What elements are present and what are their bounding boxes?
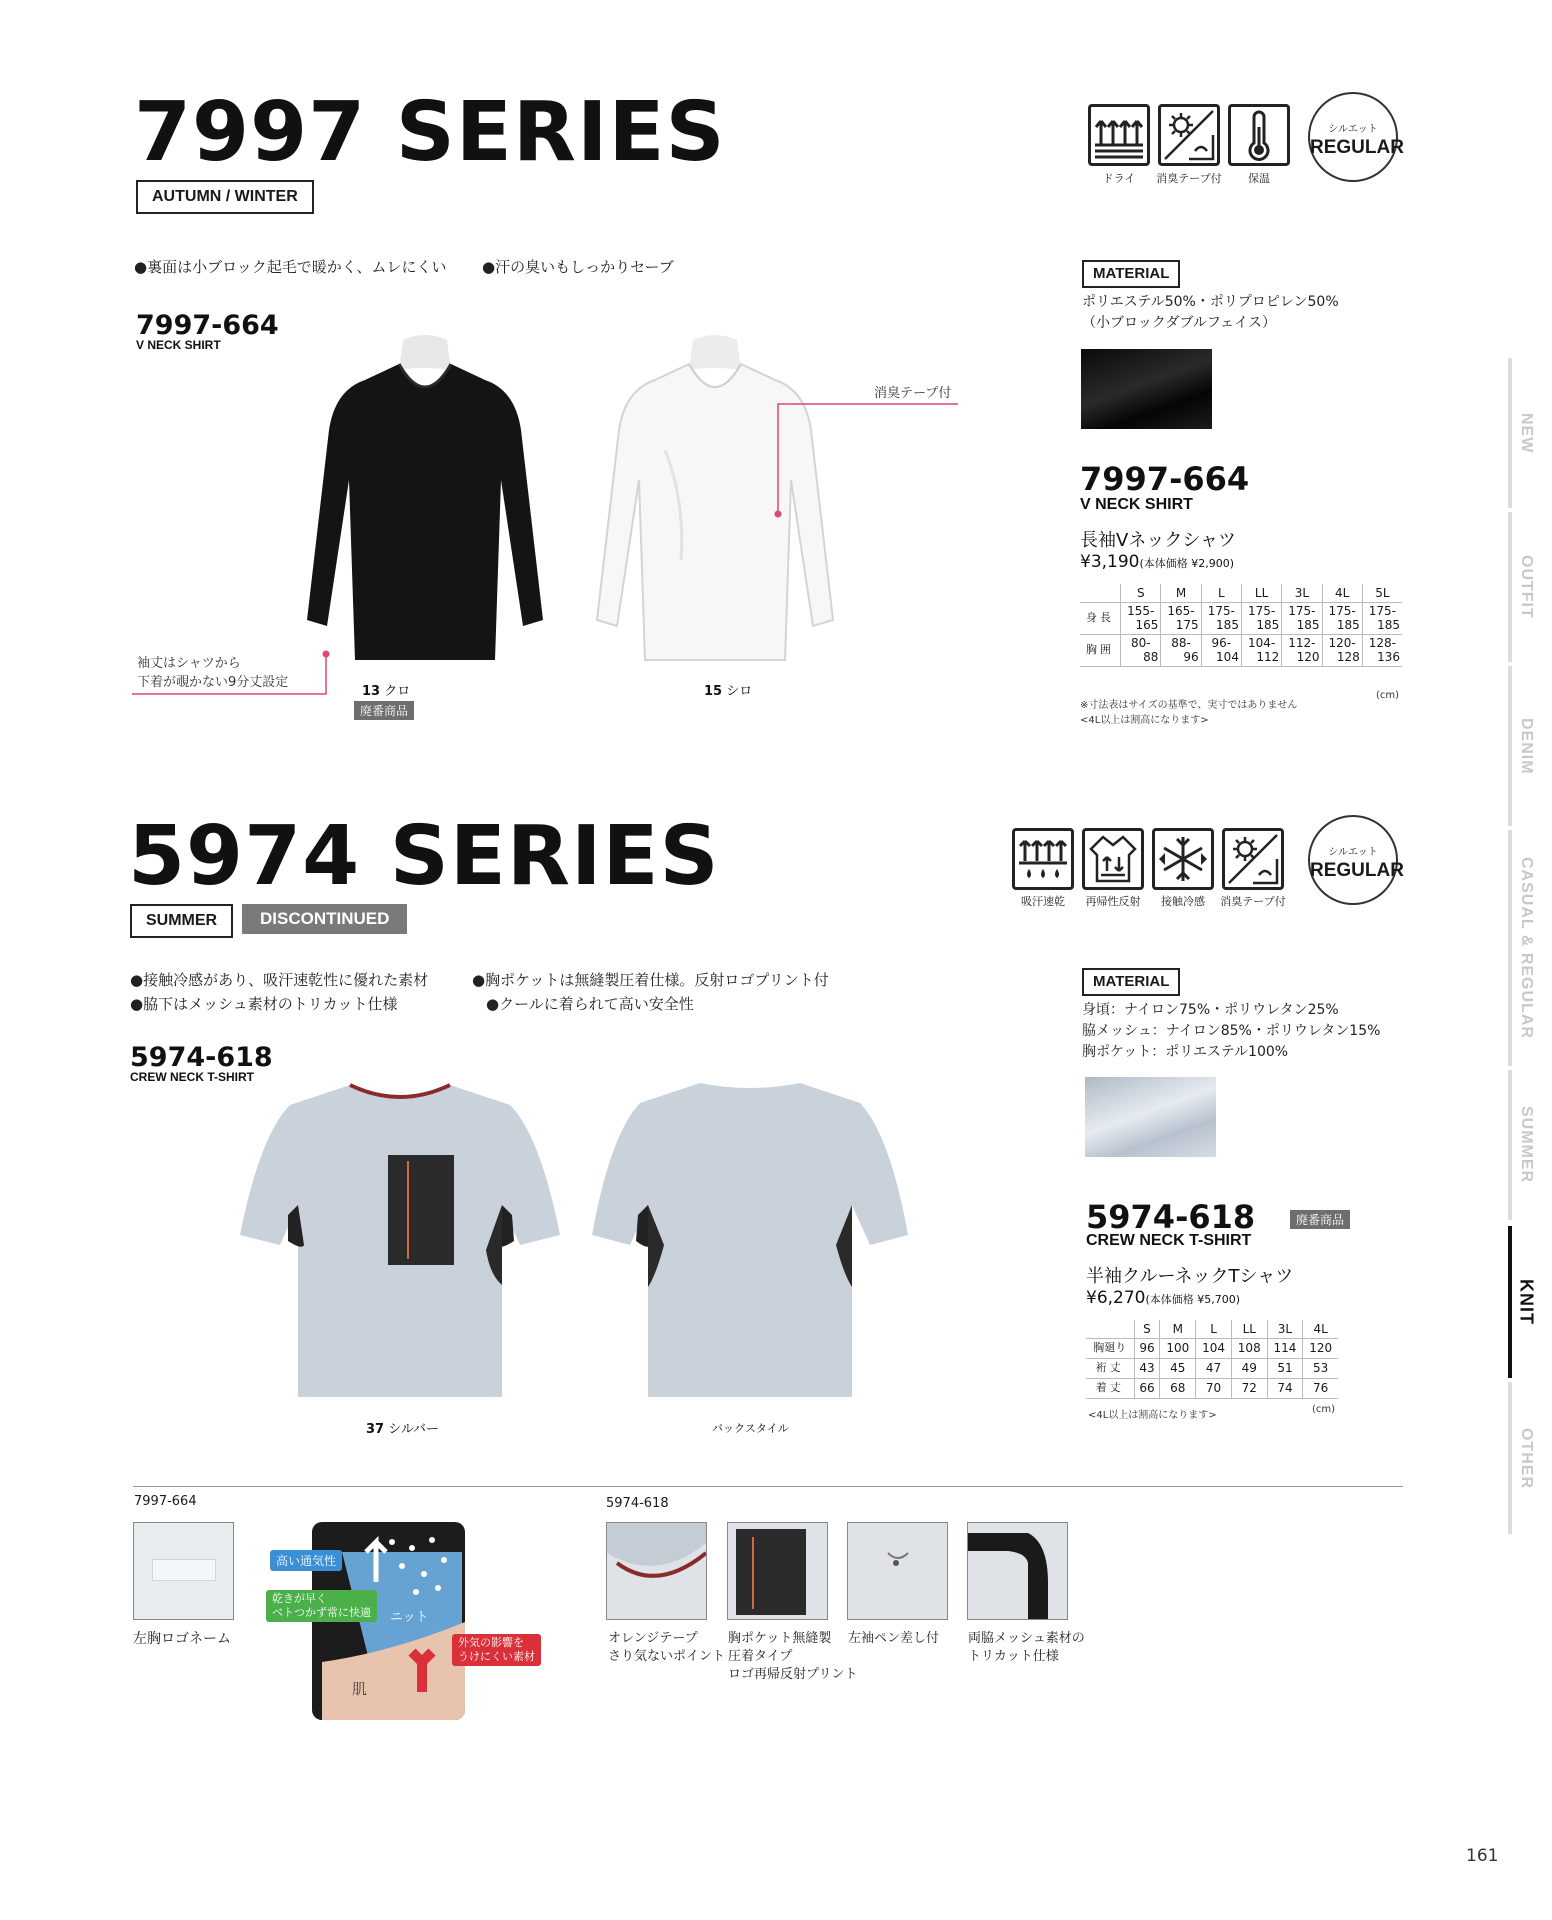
fabric-swatch-gray xyxy=(1085,1077,1216,1157)
cool-touch-icon xyxy=(1152,828,1214,890)
sidebar-tab-label: DENIM xyxy=(1518,717,1535,775)
table-cell: 120- 128 xyxy=(1322,634,1362,666)
spec-model-number: 5974-618 xyxy=(1086,1198,1256,1236)
table-cell: 53 xyxy=(1303,1358,1338,1378)
model-type: V NECK SHIRT xyxy=(136,338,221,352)
model-number: 7997-664 xyxy=(136,310,279,341)
silhouette-label: シルエット xyxy=(1328,124,1378,135)
silhouette-value: REGULAR xyxy=(1310,860,1404,881)
table-note: <4L以上は割高になります> xyxy=(1080,715,1209,726)
price xyxy=(1080,552,1234,572)
table-cell: 100 xyxy=(1160,1338,1196,1358)
icon-label-tape: 消臭テープ付 xyxy=(1156,172,1222,185)
table-cell: 66 xyxy=(1134,1378,1160,1398)
size-header: 5L xyxy=(1362,584,1402,602)
silhouette-value: REGULAR xyxy=(1310,137,1404,158)
table-cell: 175- 185 xyxy=(1322,602,1362,634)
silhouette-label: シルエット xyxy=(1328,847,1378,858)
product-name: 半袖クルーネックTシャツ xyxy=(1086,1266,1294,1287)
diagram-tag-line: ベトつかず常に快適 xyxy=(272,1606,371,1619)
table-cell: 68 xyxy=(1160,1378,1196,1398)
reflective-icon xyxy=(1082,828,1144,890)
price-base: (本体価格 ¥5,700) xyxy=(1145,1293,1241,1306)
material-text xyxy=(1082,292,1339,334)
price-value: ¥6,270 xyxy=(1086,1288,1146,1308)
detail-caption xyxy=(728,1630,857,1684)
diagram-tag-line: 乾きが早く xyxy=(272,1592,327,1605)
table-cell: 120 xyxy=(1303,1338,1338,1358)
table-cell: 112- 120 xyxy=(1282,634,1322,666)
sidebar-tab-other[interactable] xyxy=(1500,1382,1552,1534)
table-cell: 108 xyxy=(1231,1338,1267,1358)
feature-item: ●クールに着られて高い安全性 xyxy=(486,995,694,1013)
sidebar-tab-casual-regular[interactable] xyxy=(1500,830,1552,1066)
callout-deodorant-tape: 消臭テープ付 xyxy=(874,386,952,401)
table-cell: 47 xyxy=(1196,1358,1232,1378)
table-cell: 45 xyxy=(1160,1358,1196,1378)
product-name: 長袖Vネックシャツ xyxy=(1080,530,1236,551)
price-base: (本体価格 ¥2,900) xyxy=(1139,557,1235,570)
color-name: シロ xyxy=(726,684,753,699)
size-header: L xyxy=(1196,1320,1232,1338)
detail-model-label: 7997-664 xyxy=(134,1494,197,1509)
feature-item: ●接触冷感があり、吸汗速乾性に優れた素材 xyxy=(130,971,429,989)
table-cell: 88- 96 xyxy=(1161,634,1201,666)
feature-item: ●脇下はメッシュ素材のトリカット仕様 xyxy=(130,995,398,1013)
table-cell: 104- 112 xyxy=(1241,634,1281,666)
table-cell: 96 xyxy=(1134,1338,1160,1358)
section-divider xyxy=(133,1486,1403,1487)
spec-model-number: 7997-664 xyxy=(1080,460,1250,498)
thermometer-icon xyxy=(1228,104,1290,166)
table-corner xyxy=(1086,1320,1134,1338)
caption-line: 胸ポケット無縫製 xyxy=(728,1631,832,1646)
table-cell: 155- 165 xyxy=(1121,602,1161,634)
diagram-label-knit: ニット xyxy=(390,1610,429,1625)
table-unit: (cm) xyxy=(1312,1404,1336,1415)
detail-caption xyxy=(848,1630,939,1648)
price xyxy=(1086,1288,1240,1308)
size-header: S xyxy=(1134,1320,1160,1338)
sidebar-tab-label: OUTFIT xyxy=(1518,555,1535,619)
logo-name-photo xyxy=(133,1522,234,1620)
material-line: 脇メッシュ：ナイロン85%・ポリウレタン15% xyxy=(1082,1023,1381,1039)
gray-tshirt-back-image xyxy=(592,1075,908,1405)
detail-caption xyxy=(608,1630,725,1666)
discontinued-badge: 廃番商品 xyxy=(354,701,414,720)
table-unit: (cm) xyxy=(1376,690,1400,701)
size-header: LL xyxy=(1231,1320,1267,1338)
caption-line: トリカット仕様 xyxy=(968,1649,1059,1664)
size-table-7997 xyxy=(1080,584,1402,667)
deodorant-tape-icon xyxy=(1158,104,1220,166)
material-line: 身頃：ナイロン75%・ポリウレタン25% xyxy=(1082,1002,1339,1018)
color-name: シルバー xyxy=(388,1422,439,1437)
back-style-label: バックスタイル xyxy=(712,1422,789,1435)
caption-line: 両脇メッシュ素材の xyxy=(968,1631,1085,1646)
color-code: 13 xyxy=(362,684,381,699)
icon-label-tape: 消臭テープ付 xyxy=(1220,895,1286,908)
callout-line-sleeve xyxy=(130,648,330,696)
season-tag: SUMMER xyxy=(130,904,233,938)
material-line: （小ブロックダブルフェイス） xyxy=(1082,315,1277,331)
series-title: 5974 SERIES xyxy=(128,809,720,904)
table-cell: 165- 175 xyxy=(1161,602,1201,634)
color-label-white xyxy=(704,680,752,699)
model-number: 5974-618 xyxy=(130,1042,273,1073)
sidebar-tab-new[interactable] xyxy=(1500,358,1552,508)
orange-tape-photo xyxy=(606,1522,707,1620)
caption-line: ロゴ再帰反射プリント xyxy=(728,1667,858,1682)
table-row xyxy=(1086,1338,1338,1358)
diagram-tag-line: 外気の影響を xyxy=(458,1636,524,1649)
sidebar-tab-denim[interactable] xyxy=(1500,666,1552,826)
table-note: <4L以上は割高になります> xyxy=(1088,1410,1217,1421)
diagram-tag-line: うけにくい素材 xyxy=(458,1650,535,1663)
diagram-tag-quick-dry xyxy=(266,1590,377,1622)
size-header: 3L xyxy=(1282,584,1322,602)
chest-pocket-photo xyxy=(727,1522,828,1620)
model-type: CREW NECK T-SHIRT xyxy=(130,1070,254,1084)
row-label: 裄丈 xyxy=(1086,1358,1134,1378)
callout-line-tape xyxy=(770,400,960,520)
sidebar-tab-label: SUMMER xyxy=(1518,1106,1535,1184)
table-cell: 72 xyxy=(1231,1378,1267,1398)
side-mesh-photo xyxy=(967,1522,1068,1620)
size-header: M xyxy=(1160,1320,1196,1338)
table-cell: 80- 88 xyxy=(1121,634,1161,666)
table-cell: 76 xyxy=(1303,1378,1338,1398)
color-label-silver xyxy=(366,1418,439,1437)
table-row xyxy=(1086,1358,1338,1378)
table-cell: 128- 136 xyxy=(1362,634,1402,666)
black-vneck-shirt-image xyxy=(295,330,555,670)
fabric-swatch-black xyxy=(1081,349,1212,429)
table-cell: 96- 104 xyxy=(1201,634,1241,666)
callout-sleeve-line1: 袖丈はシャツから xyxy=(137,656,241,671)
caption-line: 圧着タイプ xyxy=(728,1649,793,1664)
detail-caption xyxy=(968,1630,1085,1666)
table-cell: 49 xyxy=(1231,1358,1267,1378)
color-code: 37 xyxy=(366,1422,385,1437)
table-cell: 175- 185 xyxy=(1241,602,1281,634)
material-line: 胸ポケット：ポリエステル100% xyxy=(1082,1044,1289,1060)
size-header: L xyxy=(1201,584,1241,602)
diagram-label-skin: 肌 xyxy=(352,1680,368,1698)
table-cell: 175- 185 xyxy=(1201,602,1241,634)
size-table-5974 xyxy=(1086,1320,1338,1399)
series-title: 7997 SERIES xyxy=(134,85,726,180)
caption-line: オレンジテープ xyxy=(608,1631,698,1646)
silhouette-badge xyxy=(1308,815,1404,905)
callout-sleeve-line2: 下着が覗かない9分丈設定 xyxy=(137,675,289,690)
table-cell: 114 xyxy=(1267,1338,1303,1358)
table-cell: 70 xyxy=(1196,1378,1232,1398)
row-label: 胸廻り xyxy=(1086,1338,1134,1358)
sidebar-tab-label: KNIT xyxy=(1516,1279,1537,1325)
material-text xyxy=(1082,1000,1380,1063)
material-line: ポリエステル50%・ポリプロピレン50% xyxy=(1082,294,1339,310)
sidebar-tab-summer[interactable] xyxy=(1500,1070,1552,1220)
icon-label-thermal: 保温 xyxy=(1248,172,1270,185)
size-header: S xyxy=(1121,584,1161,602)
detail-model-label: 5974-618 xyxy=(606,1496,669,1511)
icon-label-cool: 接触冷感 xyxy=(1161,895,1205,908)
size-header: 3L xyxy=(1267,1320,1303,1338)
table-notes xyxy=(1080,698,1297,728)
row-label: 身長 xyxy=(1080,602,1121,634)
table-cell: 175- 185 xyxy=(1362,602,1402,634)
table-cell: 175- 185 xyxy=(1282,602,1322,634)
table-cell: 104 xyxy=(1196,1338,1232,1358)
gray-tshirt-front-image xyxy=(240,1075,560,1405)
caption-line: さり気ないポイント xyxy=(608,1649,726,1664)
spec-model-type: V NECK SHIRT xyxy=(1080,496,1193,513)
color-name: クロ xyxy=(384,684,411,699)
size-header: 4L xyxy=(1303,1320,1338,1338)
season-tag: AUTUMN / WINTER xyxy=(136,180,314,214)
feature-item: ●汗の臭いもしっかりセーブ xyxy=(482,258,674,276)
deodorant-tape-icon xyxy=(1222,828,1284,890)
size-header: 4L xyxy=(1322,584,1362,602)
feature-item: ●裏面は小ブロック起毛で暖かく、ムレにくい xyxy=(134,258,447,276)
dry-icon xyxy=(1088,104,1150,166)
table-cell: 51 xyxy=(1267,1358,1303,1378)
feature-item: ●胸ポケットは無縫製圧着仕様。反射ロゴプリント付 xyxy=(472,971,829,989)
page-number: 161 xyxy=(1466,1846,1499,1866)
table-row xyxy=(1080,602,1402,634)
size-header: M xyxy=(1161,584,1201,602)
sweat-absorb-icon xyxy=(1012,828,1074,890)
detail-caption: 左胸ロゴネーム xyxy=(133,1631,231,1647)
sidebar-tab-outfit[interactable] xyxy=(1500,512,1552,662)
sidebar-tab-label: OTHER xyxy=(1518,1427,1535,1489)
caption-line: 左袖ペン差し付 xyxy=(848,1631,940,1646)
icon-label-sweat: 吸汗速乾 xyxy=(1021,895,1065,908)
discontinued-tag: DISCONTINUED xyxy=(242,904,407,934)
table-row xyxy=(1080,634,1402,666)
sidebar-tab-label: NEW xyxy=(1518,412,1535,454)
color-label-black xyxy=(362,680,410,699)
material-tag: MATERIAL xyxy=(1082,968,1180,996)
table-corner xyxy=(1080,584,1121,602)
icon-label-dry: ドライ xyxy=(1102,172,1136,185)
table-cell: 74 xyxy=(1267,1378,1303,1398)
diagram-tag-ventilation: 高い通気性 xyxy=(270,1550,342,1571)
row-label: 着丈 xyxy=(1086,1378,1134,1398)
feature-list-left xyxy=(130,968,428,1016)
sidebar-tab-label: CASUAL & REGULAR xyxy=(1518,857,1535,1039)
silhouette-badge xyxy=(1308,92,1404,182)
pen-slot-photo xyxy=(847,1522,948,1620)
color-code: 15 xyxy=(704,684,723,699)
icon-label-reflective: 再帰性反射 xyxy=(1085,895,1141,908)
table-row xyxy=(1086,1378,1338,1398)
price-value: ¥3,190 xyxy=(1080,552,1140,572)
spec-model-type: CREW NECK T-SHIRT xyxy=(1086,1232,1252,1249)
feature-list-right xyxy=(472,968,829,1016)
material-tag: MATERIAL xyxy=(1082,260,1180,288)
table-note: ※寸法表はサイズの基準で、実寸ではありません xyxy=(1080,700,1298,711)
diagram-tag-insulation xyxy=(452,1634,541,1666)
sidebar-tab-knit[interactable] xyxy=(1500,1226,1552,1378)
table-cell: 43 xyxy=(1134,1358,1160,1378)
discontinued-badge: 廃番商品 xyxy=(1290,1210,1350,1229)
row-label: 胸囲 xyxy=(1080,634,1121,666)
size-header: LL xyxy=(1241,584,1281,602)
